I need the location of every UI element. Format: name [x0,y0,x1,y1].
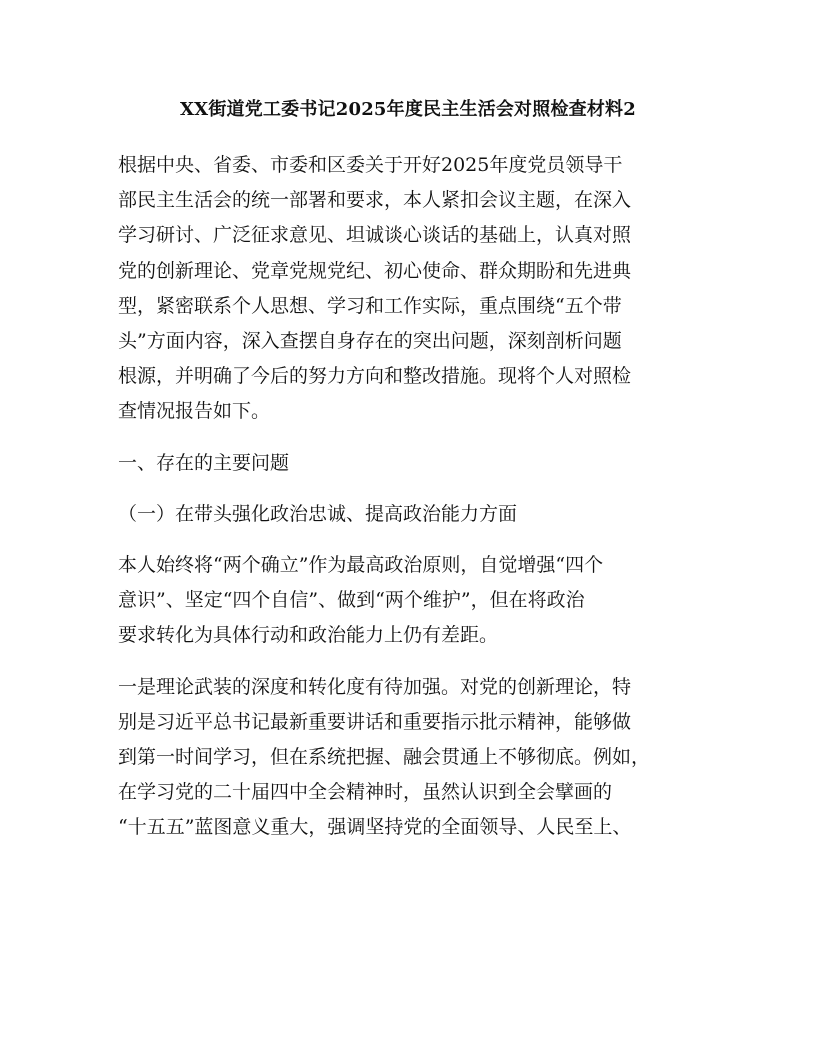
section-heading-text: 一、存在的主要问题 [118,451,290,474]
text-line: 要求转化为具体行动和政治能力上仍有差距。 [118,624,499,647]
text-line: 本人始终将“两个确立”作为最高政治原则，自觉增强“四个 [118,554,604,577]
subsection-heading-text: （一）在带头强化政治忠诚、提高政治能力方面 [118,502,518,525]
text-line: 部民主生活会的统一部署和要求，本人紧扣会议主题，在深入 [118,189,632,212]
text-line: 在学习党的二十届四中全会精神时，虽然认识到全会擘画的 [118,781,613,804]
text-line: 一是理论武装的深度和转化度有待加强。对党的创新理论，特 [118,675,632,698]
section-heading [118,446,718,481]
document-body [118,148,718,862]
text-line: 党的创新理论、党章党规党纪、初心使命、群众期盼和先进典 [118,259,632,282]
text-line: 型，紧密联系个人思想、学习和工作实际，重点围绕“五个带 [118,294,622,317]
text-line: 查情况报告如下。 [118,400,271,423]
paragraph-theory-study [118,670,718,846]
text-line: 头”方面内容，深入查摆自身存在的突出问题，深刻剖析问题 [118,330,622,353]
text-line: 根源，并明确了今后的努力方向和整改措施。现将个人对照检 [118,365,632,388]
text-line: 别是习近平总书记最新重要讲话和重要指示批示精神，能够做 [118,710,632,733]
subsection-heading [118,497,718,532]
text-line: 根据中央、省委、市委和区委关于开好2025年度党员领导干 [118,154,623,176]
text-line: “十五五”蓝图意义重大，强调坚持党的全面领导、人民至上、 [118,816,632,839]
paragraph-political-loyalty [118,548,718,654]
text-line: 学习研讨、广泛征求意见、坦诚谈心谈话的基础上，认真对照 [118,224,632,247]
text-line: 到第一时间学习，但在系统把握、融会贯通上不够彻底。例如， [118,746,651,769]
document-title: XX街道党工委书记2025年度民主生活会对照检查材料2 [180,99,636,120]
intro-paragraph [118,148,718,430]
text-line: 意识”、坚定“四个自信”、做到“两个维护”，但在将政治 [118,589,585,612]
